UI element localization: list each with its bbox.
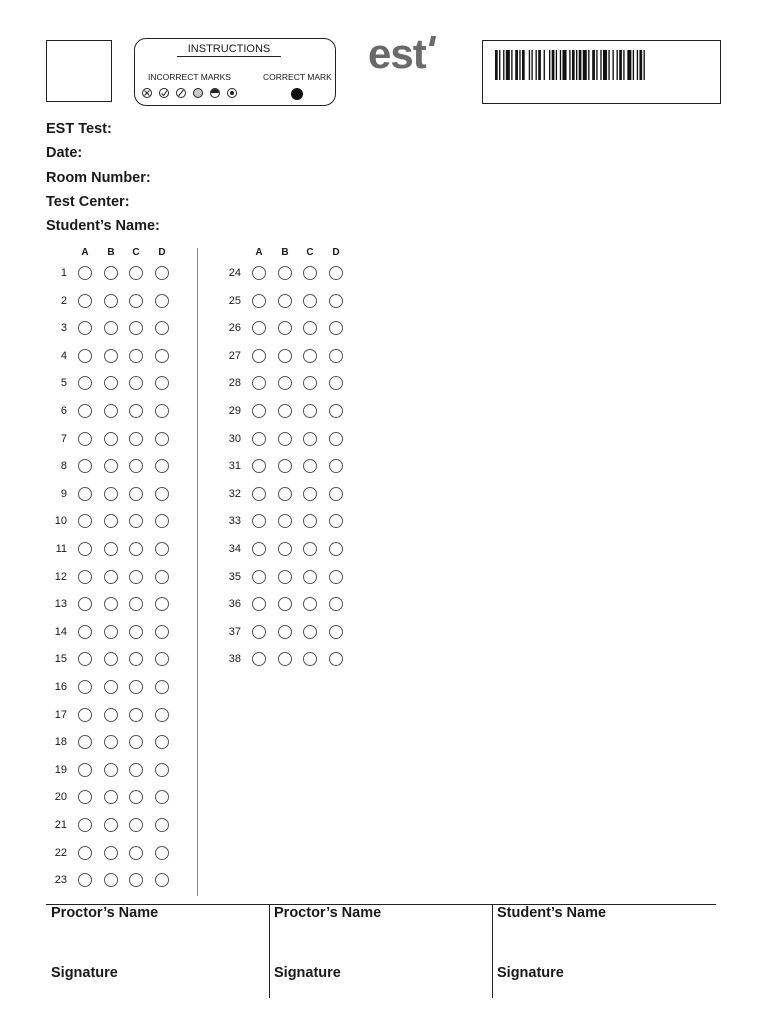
answer-bubble-15-d[interactable] <box>155 652 169 666</box>
answer-bubble-9-b[interactable] <box>104 487 118 501</box>
answer-bubble-33-b[interactable] <box>278 514 292 528</box>
answer-bubble-6-c[interactable] <box>129 404 143 418</box>
answer-bubble-29-a[interactable] <box>252 404 266 418</box>
question-number: 17 <box>54 708 67 721</box>
question-number: 32 <box>228 487 241 500</box>
answer-bubble-20-a[interactable] <box>78 790 92 804</box>
answer-bubble-5-b[interactable] <box>104 376 118 390</box>
question-number: 27 <box>228 349 241 362</box>
correct-mark-label: CORRECT MARK <box>263 72 332 82</box>
answer-bubble-13-a[interactable] <box>78 597 92 611</box>
answer-bubble-3-a[interactable] <box>78 321 92 335</box>
choice-header: A <box>81 247 89 258</box>
answer-bubble-7-c[interactable] <box>129 432 143 446</box>
answer-bubble-6-b[interactable] <box>104 404 118 418</box>
signature-label: Signature <box>51 965 118 981</box>
answer-bubble-2-d[interactable] <box>155 294 169 308</box>
answer-bubble-17-a[interactable] <box>78 708 92 722</box>
answer-bubble-25-d[interactable] <box>329 294 343 308</box>
dot-mark-icon <box>227 88 237 98</box>
answer-bubble-10-c[interactable] <box>129 514 143 528</box>
answer-bubble-27-a[interactable] <box>252 349 266 363</box>
question-number: 25 <box>228 294 241 307</box>
answer-bubble-38-a[interactable] <box>252 652 266 666</box>
answer-bubble-8-c[interactable] <box>129 459 143 473</box>
answer-bubble-34-a[interactable] <box>252 542 266 556</box>
answer-bubble-24-d[interactable] <box>329 266 343 280</box>
answer-bubble-31-b[interactable] <box>278 459 292 473</box>
answer-bubble-21-a[interactable] <box>78 818 92 832</box>
answer-bubble-35-d[interactable] <box>329 570 343 584</box>
answer-bubble-3-b[interactable] <box>104 321 118 335</box>
answer-bubble-2-c[interactable] <box>129 294 143 308</box>
question-number: 7 <box>60 432 67 445</box>
question-number: 2 <box>60 294 67 307</box>
answer-bubble-38-d[interactable] <box>329 652 343 666</box>
answer-bubble-31-a[interactable] <box>252 459 266 473</box>
question-number: 10 <box>54 515 67 528</box>
answer-bubble-26-d[interactable] <box>329 321 343 335</box>
column-divider <box>197 248 198 896</box>
answer-bubble-26-c[interactable] <box>303 321 317 335</box>
signature-label: Signature <box>497 965 564 981</box>
question-number: 38 <box>228 653 241 666</box>
answer-bubble-12-b[interactable] <box>104 570 118 584</box>
answer-bubble-11-a[interactable] <box>78 542 92 556</box>
signature-name-label: Proctor’s Name <box>51 905 159 921</box>
question-number: 6 <box>60 405 67 417</box>
question-number: 1 <box>60 267 67 279</box>
x-mark-icon <box>142 88 152 98</box>
answer-bubble-33-d[interactable] <box>329 514 343 528</box>
answer-bubble-7-b[interactable] <box>104 432 118 446</box>
answer-bubble-35-c[interactable] <box>303 570 317 584</box>
field-label: Room Number: <box>46 170 151 186</box>
answer-bubble-3-c[interactable] <box>129 321 143 335</box>
answer-bubble-37-b[interactable] <box>278 625 292 639</box>
question-number: 34 <box>228 543 241 555</box>
answer-bubble-17-d[interactable] <box>155 708 169 722</box>
answer-bubble-20-d[interactable] <box>155 790 169 804</box>
answer-bubble-23-a[interactable] <box>78 873 92 887</box>
filled-bubble-icon <box>291 88 303 100</box>
answer-bubble-35-b[interactable] <box>278 570 292 584</box>
field-label: Date: <box>46 145 83 161</box>
answer-bubble-22-c[interactable] <box>129 846 143 860</box>
answer-bubble-25-a[interactable] <box>252 294 266 308</box>
instructions-title: INSTRUCTIONS <box>177 43 281 57</box>
est-logo: est <box>368 30 426 77</box>
answer-bubble-5-d[interactable] <box>155 376 169 390</box>
answer-bubble-36-c[interactable] <box>303 597 317 611</box>
answer-bubble-19-c[interactable] <box>129 763 143 777</box>
answer-bubble-14-a[interactable] <box>78 625 92 639</box>
answer-bubble-24-a[interactable] <box>252 266 266 280</box>
answer-bubble-2-b[interactable] <box>104 294 118 308</box>
answer-bubble-32-b[interactable] <box>278 487 292 501</box>
signature-name-label: Student’s Name <box>497 905 607 921</box>
answer-bubble-11-c[interactable] <box>129 542 143 556</box>
answer-bubble-10-a[interactable] <box>78 514 92 528</box>
answer-bubble-22-b[interactable] <box>104 846 118 860</box>
answer-bubble-5-a[interactable] <box>78 376 92 390</box>
answer-bubble-21-c[interactable] <box>129 818 143 832</box>
answer-bubble-6-d[interactable] <box>155 404 169 418</box>
question-number: 5 <box>60 377 67 390</box>
question-number: 18 <box>54 736 67 749</box>
answer-bubble-1-d[interactable] <box>155 266 169 280</box>
answer-bubble-7-d[interactable] <box>155 432 169 446</box>
question-number: 33 <box>228 515 241 528</box>
answer-bubble-37-a[interactable] <box>252 625 266 639</box>
field-label: Test Center: <box>46 194 130 210</box>
answer-bubble-23-c[interactable] <box>129 873 143 887</box>
answer-bubble-8-b[interactable] <box>104 459 118 473</box>
instructions-box <box>134 38 336 106</box>
answer-bubble-1-b[interactable] <box>104 266 118 280</box>
answer-bubble-20-c[interactable] <box>129 790 143 804</box>
answer-bubble-29-d[interactable] <box>329 404 343 418</box>
choice-header: D <box>158 247 166 258</box>
answer-bubble-22-d[interactable] <box>155 846 169 860</box>
answer-bubble-5-c[interactable] <box>129 376 143 390</box>
answer-bubble-30-c[interactable] <box>303 432 317 446</box>
question-number: 28 <box>228 377 241 390</box>
answer-bubble-18-c[interactable] <box>129 735 143 749</box>
choice-header: B <box>281 247 289 258</box>
barcode-box <box>482 40 721 104</box>
answer-bubble-26-a[interactable] <box>252 321 266 335</box>
answer-bubble-25-b[interactable] <box>278 294 292 308</box>
answer-bubble-16-b[interactable] <box>104 680 118 694</box>
choice-header: C <box>306 247 314 258</box>
answer-bubble-32-d[interactable] <box>329 487 343 501</box>
answer-bubble-36-a[interactable] <box>252 597 266 611</box>
answer-bubble-31-d[interactable] <box>329 459 343 473</box>
answer-bubble-13-c[interactable] <box>129 597 143 611</box>
answer-bubble-15-c[interactable] <box>129 652 143 666</box>
answer-bubble-9-c[interactable] <box>129 487 143 501</box>
answer-bubble-3-d[interactable] <box>155 321 169 335</box>
question-number: 13 <box>54 598 67 611</box>
answer-bubble-4-c[interactable] <box>129 349 143 363</box>
question-number: 37 <box>228 625 241 638</box>
answer-bubble-20-b[interactable] <box>104 790 118 804</box>
answer-bubble-4-b[interactable] <box>104 349 118 363</box>
answer-bubble-23-b[interactable] <box>104 873 118 887</box>
question-number: 9 <box>60 487 67 500</box>
question-number: 8 <box>60 460 67 473</box>
answer-bubble-23-d[interactable] <box>155 873 169 887</box>
check-mark-icon <box>159 88 169 98</box>
answer-bubble-35-a[interactable] <box>252 570 266 584</box>
answer-bubble-15-b[interactable] <box>104 652 118 666</box>
answer-bubble-18-b[interactable] <box>104 735 118 749</box>
answer-bubble-15-a[interactable] <box>78 652 92 666</box>
answer-bubble-10-d[interactable] <box>155 514 169 528</box>
question-number: 30 <box>228 432 241 445</box>
answer-bubble-6-a[interactable] <box>78 404 92 418</box>
answer-bubble-8-a[interactable] <box>78 459 92 473</box>
choice-header: A <box>255 247 263 258</box>
answer-bubble-27-d[interactable] <box>329 349 343 363</box>
question-number: 3 <box>60 322 67 335</box>
answer-bubble-18-a[interactable] <box>78 735 92 749</box>
answer-bubble-13-d[interactable] <box>155 597 169 611</box>
answer-bubble-33-c[interactable] <box>303 514 317 528</box>
answer-bubble-12-d[interactable] <box>155 570 169 584</box>
answer-bubble-14-c[interactable] <box>129 625 143 639</box>
answer-bubble-19-b[interactable] <box>104 763 118 777</box>
answer-bubble-12-a[interactable] <box>78 570 92 584</box>
answer-bubble-34-b[interactable] <box>278 542 292 556</box>
question-number: 22 <box>54 846 67 859</box>
signature-name-label: Proctor’s Name <box>274 905 382 921</box>
answer-bubble-27-b[interactable] <box>278 349 292 363</box>
answer-bubble-11-b[interactable] <box>104 542 118 556</box>
question-number: 16 <box>54 681 67 693</box>
question-number: 31 <box>228 460 241 473</box>
answer-bubble-21-b[interactable] <box>104 818 118 832</box>
answer-bubble-38-b[interactable] <box>278 652 292 666</box>
answer-bubble-19-a[interactable] <box>78 763 92 777</box>
answer-bubble-7-a[interactable] <box>78 432 92 446</box>
answer-bubble-19-d[interactable] <box>155 763 169 777</box>
answer-bubble-9-a[interactable] <box>78 487 92 501</box>
field-label: Student’s Name: <box>46 218 160 234</box>
answer-bubble-13-b[interactable] <box>104 597 118 611</box>
choice-header: C <box>132 247 140 258</box>
answer-bubble-25-c[interactable] <box>303 294 317 308</box>
question-number: 35 <box>228 570 241 583</box>
answer-bubble-29-c[interactable] <box>303 404 317 418</box>
answer-bubble-21-d[interactable] <box>155 818 169 832</box>
answer-bubble-10-b[interactable] <box>104 514 118 528</box>
answer-bubble-22-a[interactable] <box>78 846 92 860</box>
answer-bubble-11-d[interactable] <box>155 542 169 556</box>
answer-bubble-24-c[interactable] <box>303 266 317 280</box>
answer-bubble-16-d[interactable] <box>155 680 169 694</box>
answer-bubble-37-d[interactable] <box>329 625 343 639</box>
question-number: 21 <box>54 819 67 831</box>
answer-bubble-32-a[interactable] <box>252 487 266 501</box>
answer-bubble-33-a[interactable] <box>252 514 266 528</box>
answer-bubble-26-b[interactable] <box>278 321 292 335</box>
incorrect-marks-label: INCORRECT MARKS <box>148 72 231 82</box>
answer-bubble-36-d[interactable] <box>329 597 343 611</box>
question-number: 12 <box>54 570 67 583</box>
question-number: 24 <box>228 267 241 279</box>
question-number: 26 <box>228 322 241 335</box>
answer-bubble-12-c[interactable] <box>129 570 143 584</box>
answer-bubble-2-a[interactable] <box>78 294 92 308</box>
answer-bubble-14-b[interactable] <box>104 625 118 639</box>
answer-bubble-28-c[interactable] <box>303 376 317 390</box>
question-number: 23 <box>54 874 67 887</box>
question-number: 14 <box>54 625 67 638</box>
answer-bubble-4-d[interactable] <box>155 349 169 363</box>
answer-bubble-30-d[interactable] <box>329 432 343 446</box>
signature-divider <box>492 904 493 998</box>
answer-bubble-27-c[interactable] <box>303 349 317 363</box>
answer-bubble-30-b[interactable] <box>278 432 292 446</box>
answer-bubble-28-d[interactable] <box>329 376 343 390</box>
choice-header: D <box>332 247 340 258</box>
answer-bubble-17-b[interactable] <box>104 708 118 722</box>
answer-bubble-8-d[interactable] <box>155 459 169 473</box>
question-number: 29 <box>228 405 241 417</box>
slash-mark-icon <box>176 88 186 98</box>
question-number: 4 <box>60 349 67 362</box>
answer-bubble-28-b[interactable] <box>278 376 292 390</box>
question-number: 15 <box>54 653 67 666</box>
answer-bubble-14-d[interactable] <box>155 625 169 639</box>
question-number: 11 <box>55 543 67 555</box>
answer-bubble-31-c[interactable] <box>303 459 317 473</box>
photo-box <box>46 40 112 102</box>
answer-bubble-28-a[interactable] <box>252 376 266 390</box>
answer-bubble-32-c[interactable] <box>303 487 317 501</box>
logo-accent-icon <box>429 36 436 46</box>
answer-bubble-17-c[interactable] <box>129 708 143 722</box>
answer-bubble-30-a[interactable] <box>252 432 266 446</box>
choice-header: B <box>107 247 115 258</box>
answer-bubble-37-c[interactable] <box>303 625 317 639</box>
answer-bubble-16-a[interactable] <box>78 680 92 694</box>
half-fill-mark-icon <box>210 88 220 98</box>
answer-bubble-38-c[interactable] <box>303 652 317 666</box>
answer-bubble-36-b[interactable] <box>278 597 292 611</box>
barcode-icon <box>495 50 709 80</box>
answer-bubble-24-b[interactable] <box>278 266 292 280</box>
answer-bubble-34-d[interactable] <box>329 542 343 556</box>
signature-label: Signature <box>274 965 341 981</box>
question-number: 19 <box>54 763 67 776</box>
answer-bubble-4-a[interactable] <box>78 349 92 363</box>
answer-bubble-1-c[interactable] <box>129 266 143 280</box>
gray-fill-mark-icon <box>193 88 203 98</box>
answer-bubble-16-c[interactable] <box>129 680 143 694</box>
answer-bubble-18-d[interactable] <box>155 735 169 749</box>
answer-bubble-34-c[interactable] <box>303 542 317 556</box>
field-label: EST Test: <box>46 121 112 137</box>
signature-divider <box>269 904 270 998</box>
question-number: 20 <box>54 791 67 804</box>
question-number: 36 <box>228 598 241 611</box>
answer-bubble-1-a[interactable] <box>78 266 92 280</box>
answer-bubble-29-b[interactable] <box>278 404 292 418</box>
answer-bubble-9-d[interactable] <box>155 487 169 501</box>
